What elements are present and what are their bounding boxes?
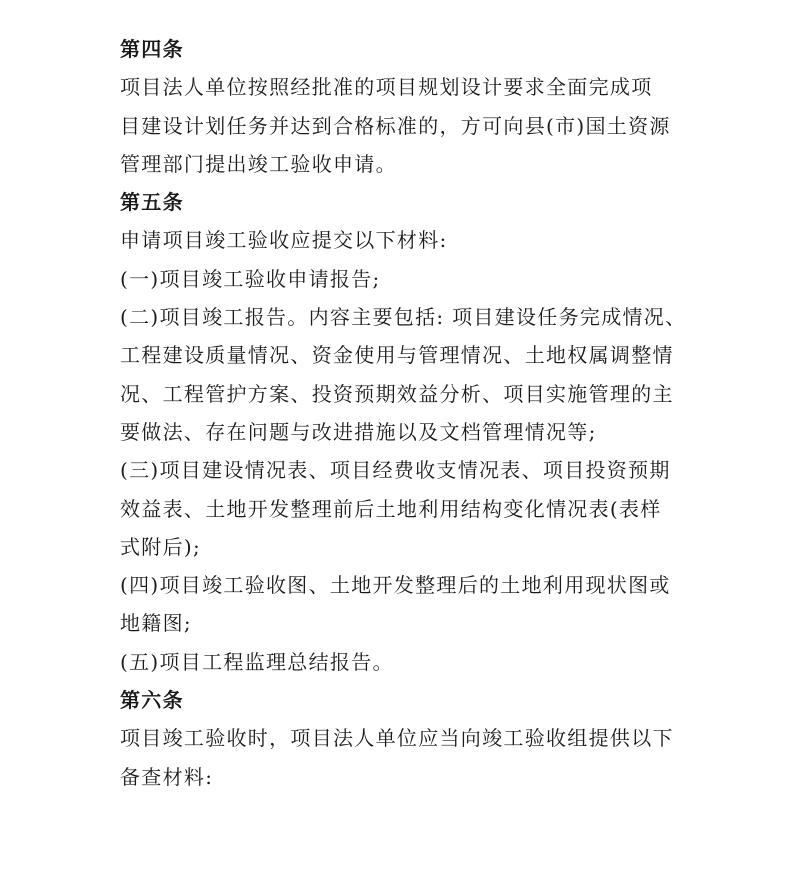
article-5-intro: 申请项目竣工验收应提交以下材料:: [120, 228, 448, 253]
article-5-item-1: (一)项目竣工验收申请报告;: [120, 266, 381, 291]
article-4-text-line: 项目法人单位按照经批准的项目规划设计要求全面完成项: [120, 75, 653, 100]
article-4-heading: 第四条: [120, 37, 184, 61]
article-4-text-line: 管理部门提出竣工验收申请。: [120, 151, 397, 176]
article-6-text-line: 备查材料:: [120, 764, 214, 789]
article-5-heading: 第五条: [120, 190, 184, 215]
article-6-heading: 第六条: [120, 688, 184, 713]
article-5-item-2-cont: 况、工程管护方案、投资预期效益分析、项目实施管理的主: [120, 381, 674, 406]
article-5-item-2-cont: 工程建设质量情况、资金使用与管理情况、土地权属调整情: [120, 343, 674, 368]
article-5-item-3-cont: 式附后);: [120, 534, 202, 559]
article-5-item-2: (二)项目竣工报告。内容主要包括: 项目建设任务完成情况、: [120, 305, 687, 330]
article-5-item-4-cont: 地籍图;: [120, 611, 192, 636]
document-page: [120, 30, 687, 796]
article-6-text-line: 项目竣工验收时，项目法人单位应当向竣工验收组提供以下: [120, 726, 674, 751]
article-4-text-line: 目建设计划任务并达到合格标准的，方可向县(市)国土资源: [120, 113, 671, 138]
article-5-item-3: (三)项目建设情况表、项目经费收支情况表、项目投资预期: [120, 458, 671, 483]
article-5-item-5: (五)项目工程监理总结报告。: [120, 649, 394, 674]
article-5-item-4: (四)项目竣工验收图、土地开发整理后的土地利用现状图或: [120, 573, 671, 598]
article-5-item-3-cont: 效益表、土地开发整理前后土地利用结构变化情况表(表样: [120, 496, 662, 521]
article-5-item-2-cont: 要做法、存在问题与改进措施以及文档管理情况等;: [120, 419, 597, 444]
